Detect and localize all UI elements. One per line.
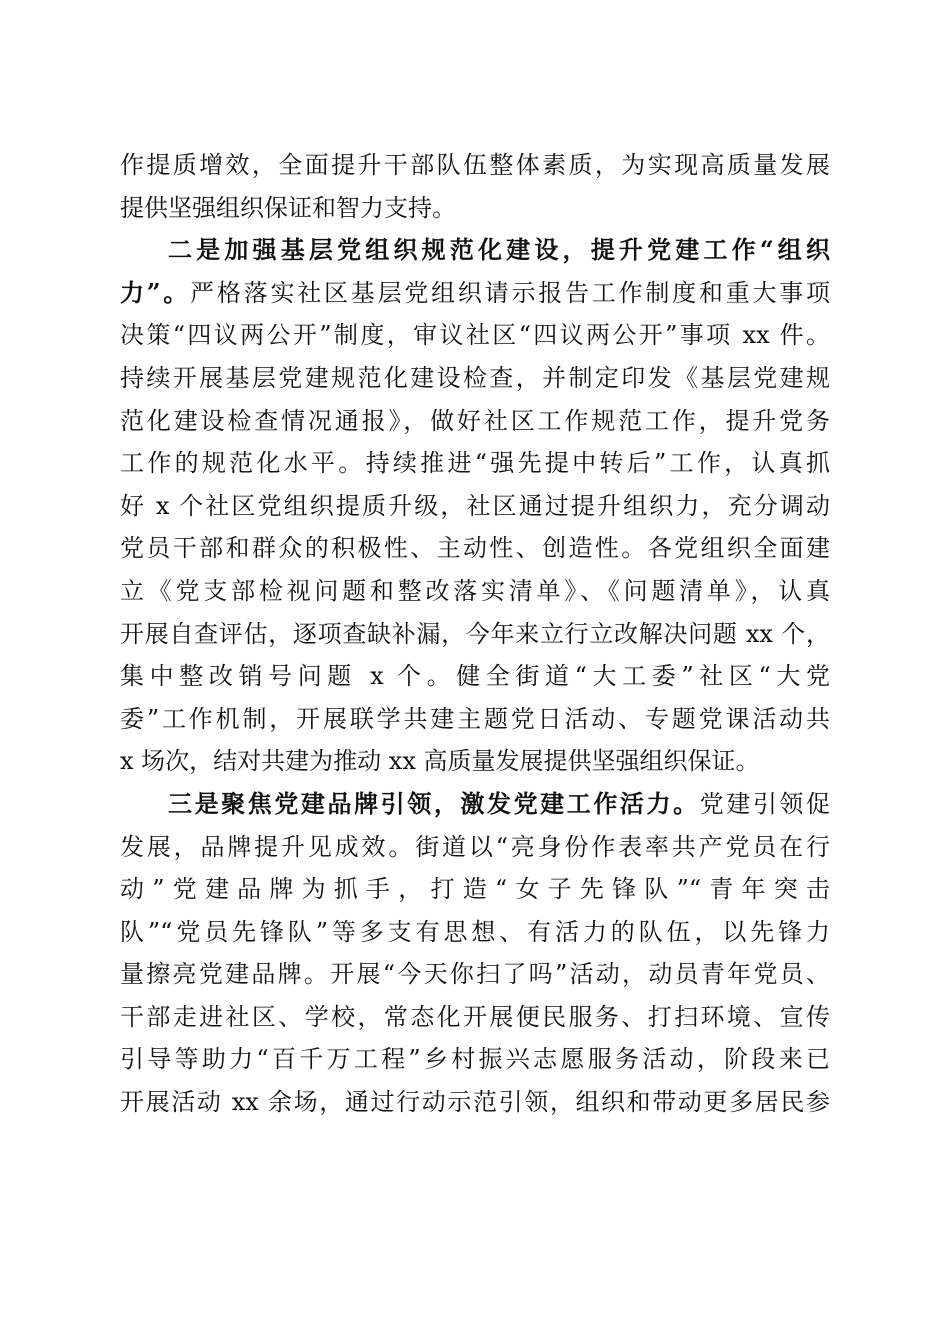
bold-heading-text: 力”。 bbox=[120, 277, 191, 307]
text-line bbox=[120, 740, 830, 783]
text-line bbox=[120, 229, 830, 272]
body-text-segment: 委”工作机制，开展联学共建主题党日活动、专题党课活动共 bbox=[120, 704, 830, 733]
body-text-segment: 好 x 个社区党组织提质升级，社区通过提升组织力，充分调动 bbox=[120, 491, 830, 520]
body-text-segment: 党建引领促 bbox=[699, 789, 830, 818]
body-text-segment: 范化建设检查情况通报》，做好社区工作规范工作，提升党务 bbox=[120, 406, 830, 435]
body-text-segment: 干部走进社区、学校，常态化开展便民服务、打扫环境、宣传 bbox=[120, 1002, 830, 1031]
body-text-segment: 动”党建品牌为抓手，打造“女子先锋队”“青年突击 bbox=[120, 875, 830, 904]
body-text-segment: 量擦亮党建品牌。开展“今天你扫了吗”活动，动员青年党员、 bbox=[120, 960, 830, 989]
body-text-segment: 作提质增效，全面提升干部队伍整体素质，为实现高质量发展 bbox=[120, 151, 830, 179]
text-line bbox=[120, 655, 830, 698]
text-line bbox=[120, 357, 830, 400]
bold-heading-text: 二是加强基层党组织规范化建设，提升党建工作“组织 bbox=[168, 235, 830, 265]
body-text-segment: 集中整改销号问题 x 个。健全街道“大工委”社区“大党 bbox=[120, 662, 830, 691]
text-line bbox=[120, 911, 830, 954]
body-text-segment: 党员干部和群众的积极性、主动性、创造性。各党组织全面建 bbox=[120, 534, 830, 563]
text-line bbox=[120, 868, 830, 911]
body-text-segment: 决策“四议两公开”制度，审议社区“四议两公开”事项 xx 件。 bbox=[120, 321, 830, 350]
body-text-segment: 持续开展基层党建规范化建设检查，并制定印发《基层党建规 bbox=[120, 363, 830, 392]
body-text-segment: x 场次，结对共建为推动 xx 高质量发展提供坚强组织保证。 bbox=[120, 747, 760, 776]
text-line bbox=[120, 996, 830, 1039]
body-text bbox=[120, 144, 830, 1124]
body-text-segment: 开展自查评估，逐项查缺补漏，今年来立行立改解决问题 xx 个， bbox=[120, 619, 830, 648]
body-text-segment: 提供坚强组织保证和智力支持。 bbox=[120, 193, 456, 222]
body-text-segment: 立《党支部检视问题和整改落实清单》、《问题清单》，认真 bbox=[120, 576, 830, 605]
text-line bbox=[120, 613, 830, 656]
body-text-segment: 引导等助力“百千万工程”乡村振兴志愿服务活动，阶段来已 bbox=[120, 1045, 830, 1074]
body-text-segment: 工作的规范化水平。持续推进“强先提中转后”工作，认真抓 bbox=[120, 449, 830, 478]
text-line bbox=[120, 314, 830, 357]
text-line bbox=[120, 826, 830, 869]
text-line bbox=[120, 527, 830, 570]
body-text-segment: 开展活动 xx 余场，通过行动示范引领，组织和带动更多居民参 bbox=[120, 1088, 830, 1117]
text-line bbox=[120, 187, 830, 230]
text-line bbox=[120, 400, 830, 443]
text-line bbox=[120, 698, 830, 741]
text-line bbox=[120, 485, 830, 528]
text-line bbox=[120, 1038, 830, 1081]
text-line bbox=[120, 144, 830, 187]
text-line bbox=[120, 272, 830, 315]
bold-heading-text: 三是聚焦党建品牌引领，激发党建工作活力。 bbox=[168, 788, 700, 818]
body-text-segment: 发展，品牌提升见成效。街道以“亮身份作表率共产党员在行 bbox=[120, 832, 830, 861]
text-line bbox=[120, 570, 830, 613]
text-line bbox=[120, 442, 830, 485]
body-text-segment: 队”“党员先锋队”等多支有思想、有活力的队伍，以先锋力 bbox=[120, 917, 830, 946]
text-line bbox=[120, 953, 830, 996]
text-line bbox=[120, 1081, 830, 1124]
body-text-segment: 严格落实社区基层党组织请示报告工作制度和重大事项 bbox=[190, 278, 830, 307]
text-line bbox=[120, 783, 830, 826]
